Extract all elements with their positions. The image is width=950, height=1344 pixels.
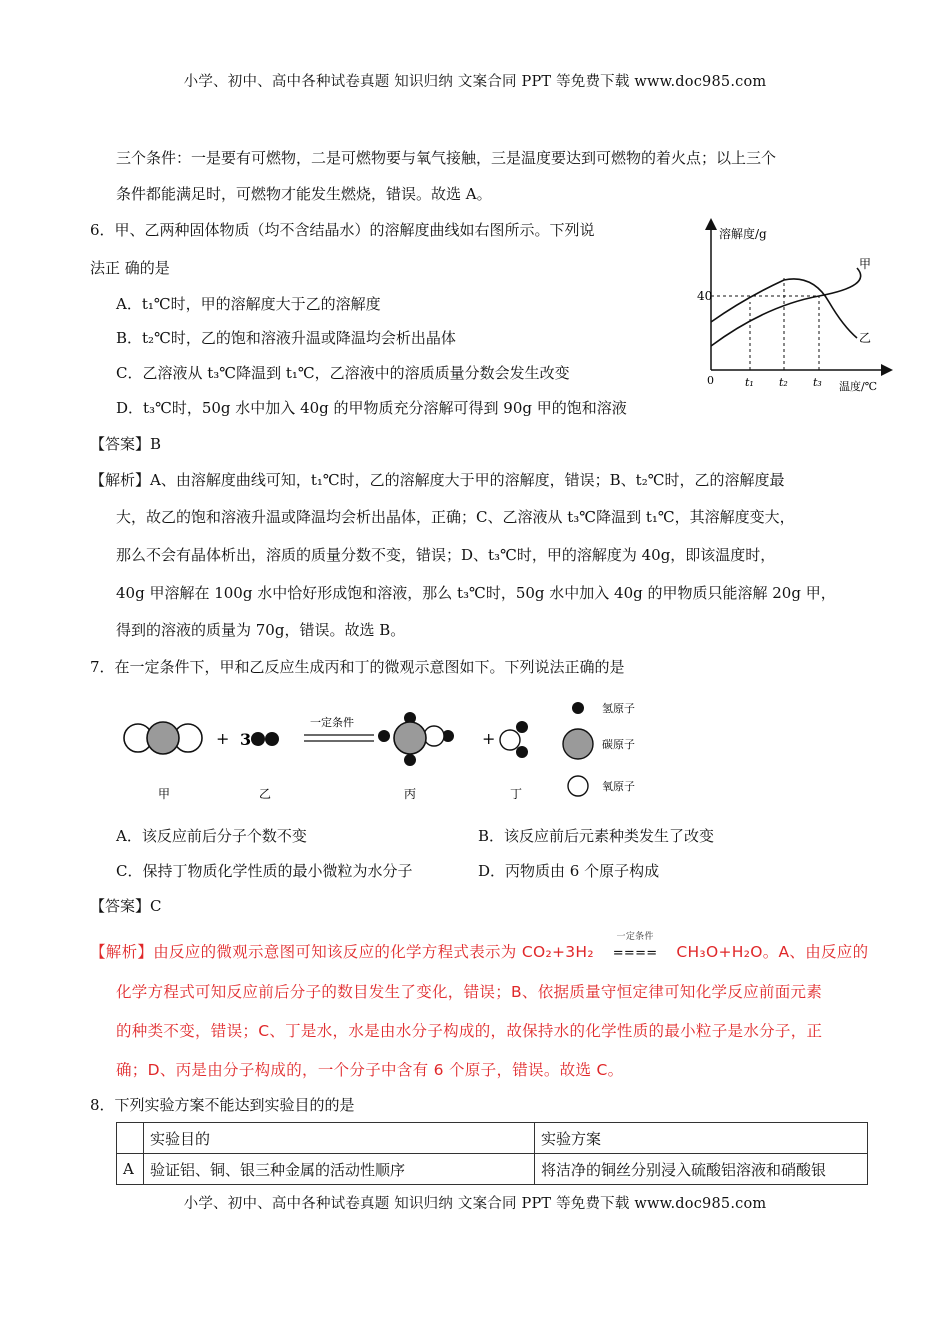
q7-explanation-line-3: 的种类不变，错误；C、丁是水，水是由水分子构成的，故保持水的化学性质的最小粒子是水分子，正 <box>116 1022 823 1040</box>
table-header-row <box>117 1123 868 1154</box>
q7-stem: 7．在一定条件下，甲和乙反应生成丙和丁的微观示意图如下。下列说法正确的是 <box>90 658 625 676</box>
table-cell: A <box>117 1154 144 1185</box>
legend-hydrogen-icon <box>572 702 584 714</box>
q6-explanation-line-4: 40g 甲溶解在 100g 水中恰好形成饱和溶液，那么 t₃℃时，50g 水中加入 40g 的甲物质只能溶解 20g 甲， <box>116 584 836 602</box>
label-ding: 丁 <box>510 787 523 801</box>
curve-jia-label: 甲 <box>859 257 872 271</box>
table-header-cell: 实验方案 <box>535 1123 868 1154</box>
q7-answer: 【答案】C <box>90 897 162 915</box>
q8-stem: 8．下列实验方案不能达到实验目的的是 <box>90 1096 355 1114</box>
q6-stem-line-2: 法正 确的是 <box>90 259 170 277</box>
legend-oxygen-icon <box>568 776 588 796</box>
molecule-bing <box>378 712 454 766</box>
table-header-cell: 实验目的 <box>144 1123 535 1154</box>
molecule-ding <box>500 721 528 758</box>
plus-sign-1: + <box>216 729 230 748</box>
reaction-condition: 一定条件 <box>310 716 354 729</box>
q6-explanation-line-5: 得到的溶液的质量为 70g，错误。故选 B。 <box>116 621 406 639</box>
q6-explanation-line-2: 大，故乙的饱和溶液升温或降温均会析出晶体，正确；C、乙溶液从 t₃℃降温到 t₁℃，其溶解度变大， <box>116 508 795 526</box>
q6-option-d: D．t₃℃时，50g 水中加入 40g 的甲物质充分溶解可得到 90g 甲的饱和溶液 <box>116 399 627 417</box>
legend-carbon-icon <box>563 729 593 759</box>
y-axis-label: 溶解度/g <box>719 227 767 241</box>
q6-option-c: C．乙溶液从 t₃℃降温到 t₁℃，乙溶液中的溶质质量分数会发生改变 <box>116 364 570 382</box>
legend-hydrogen: 氢原子 <box>602 702 635 715</box>
x-tick-t3: t₃ <box>813 376 822 389</box>
molecule-yi <box>251 732 279 746</box>
q7-explanation-line-4: 确；D、丙是由分子构成的，一个分子中含有 6 个原子，错误。故选 C。 <box>116 1061 624 1079</box>
q7-explanation-line-1 <box>90 932 869 962</box>
equation-condition: 一定条件 <box>616 932 654 942</box>
page-footer: 小学、初中、高中各种试卷真题 知识归纳 文案合同 PPT 等免费下载 www.doc985.com <box>183 1196 767 1212</box>
prev-explanation-line-1: 三个条件：一是要有可燃物，二是可燃物要与氧气接触，三是温度要达到可燃物的着火点；以上三个 <box>116 149 777 167</box>
q7-option-d: D．丙物质由 6 个原子构成 <box>478 862 660 880</box>
equation-equals: ==== <box>612 946 658 961</box>
legend-carbon: 碳原子 <box>602 738 635 751</box>
prev-explanation-line-2: 条件都能满足时，可燃物才能发生燃烧，错误。故选 A。 <box>116 185 492 203</box>
coefficient-3: 3 <box>240 730 252 749</box>
table-cell: 验证铝、铜、银三种金属的活动性顺序 <box>144 1154 535 1185</box>
x-axis-label: 温度/℃ <box>839 380 878 393</box>
equation-sign <box>605 932 665 961</box>
molecule-jia <box>124 722 202 754</box>
q6-answer: 【答案】B <box>90 435 162 453</box>
q7-explanation-line-1a: 【解析】由反应的微观示意图可知该反应的化学方程式表示为 CO₂+3H₂ <box>90 943 594 961</box>
table-header-cell <box>117 1123 144 1154</box>
q7-explanation-line-2: 化学方程式可知反应前后分子的数目发生了变化，错误；B、依据质量守恒定律可知化学反应前面元素 <box>116 983 823 1001</box>
q6-stem-line-1: 6．甲、乙两种固体物质（均不含结晶水）的溶解度曲线如右图所示。下列说 <box>90 221 595 239</box>
label-bing: 丙 <box>404 787 417 801</box>
x-tick-t1: t₁ <box>745 376 754 389</box>
q7-option-b: B．该反应前后元素种类发生了改变 <box>478 827 715 845</box>
q6-explanation-line-3: 那么不会有晶体析出，溶质的质量分数不变，错误；D、t₃℃时，甲的溶解度为 40g，即该温度时， <box>116 546 776 564</box>
q6-explanation-line-1: 【解析】A、由溶解度曲线可知，t₁℃时，乙的溶解度大于甲的溶解度，错误；B、t₂℃时，乙的溶解度最 <box>90 471 785 489</box>
origin-label: 0 <box>707 374 714 387</box>
q7-explanation-line-1b: CH₃O+H₂O。A、由反应的 <box>676 943 869 961</box>
q7-option-a: A．该反应前后分子个数不变 <box>116 827 307 845</box>
label-jia: 甲 <box>158 787 171 801</box>
q8-table <box>116 1122 868 1185</box>
curve-yi-label: 乙 <box>859 331 872 345</box>
legend-oxygen: 氧原子 <box>602 780 635 793</box>
reaction-micro-diagram <box>118 690 678 808</box>
plus-sign-2: + <box>482 729 496 748</box>
solubility-curve-figure <box>695 218 895 400</box>
q7-option-c: C．保持丁物质化学性质的最小微粒为水分子 <box>116 862 413 880</box>
x-tick-t2: t₂ <box>779 376 788 389</box>
q6-option-a: A．t₁℃时，甲的溶解度大于乙的溶解度 <box>116 295 381 313</box>
page-header: 小学、初中、高中各种试卷真题 知识归纳 文案合同 PPT 等免费下载 www.doc985.com <box>183 74 767 90</box>
y-tick-40: 40 <box>697 289 713 303</box>
table-cell: 将洁净的铜丝分别浸入硫酸铝溶液和硝酸银 <box>535 1154 868 1185</box>
q6-option-b: B．t₂℃时，乙的饱和溶液升温或降温均会析出晶体 <box>116 329 456 347</box>
table-row <box>117 1154 868 1185</box>
legend <box>563 701 635 796</box>
label-yi: 乙 <box>259 787 272 801</box>
